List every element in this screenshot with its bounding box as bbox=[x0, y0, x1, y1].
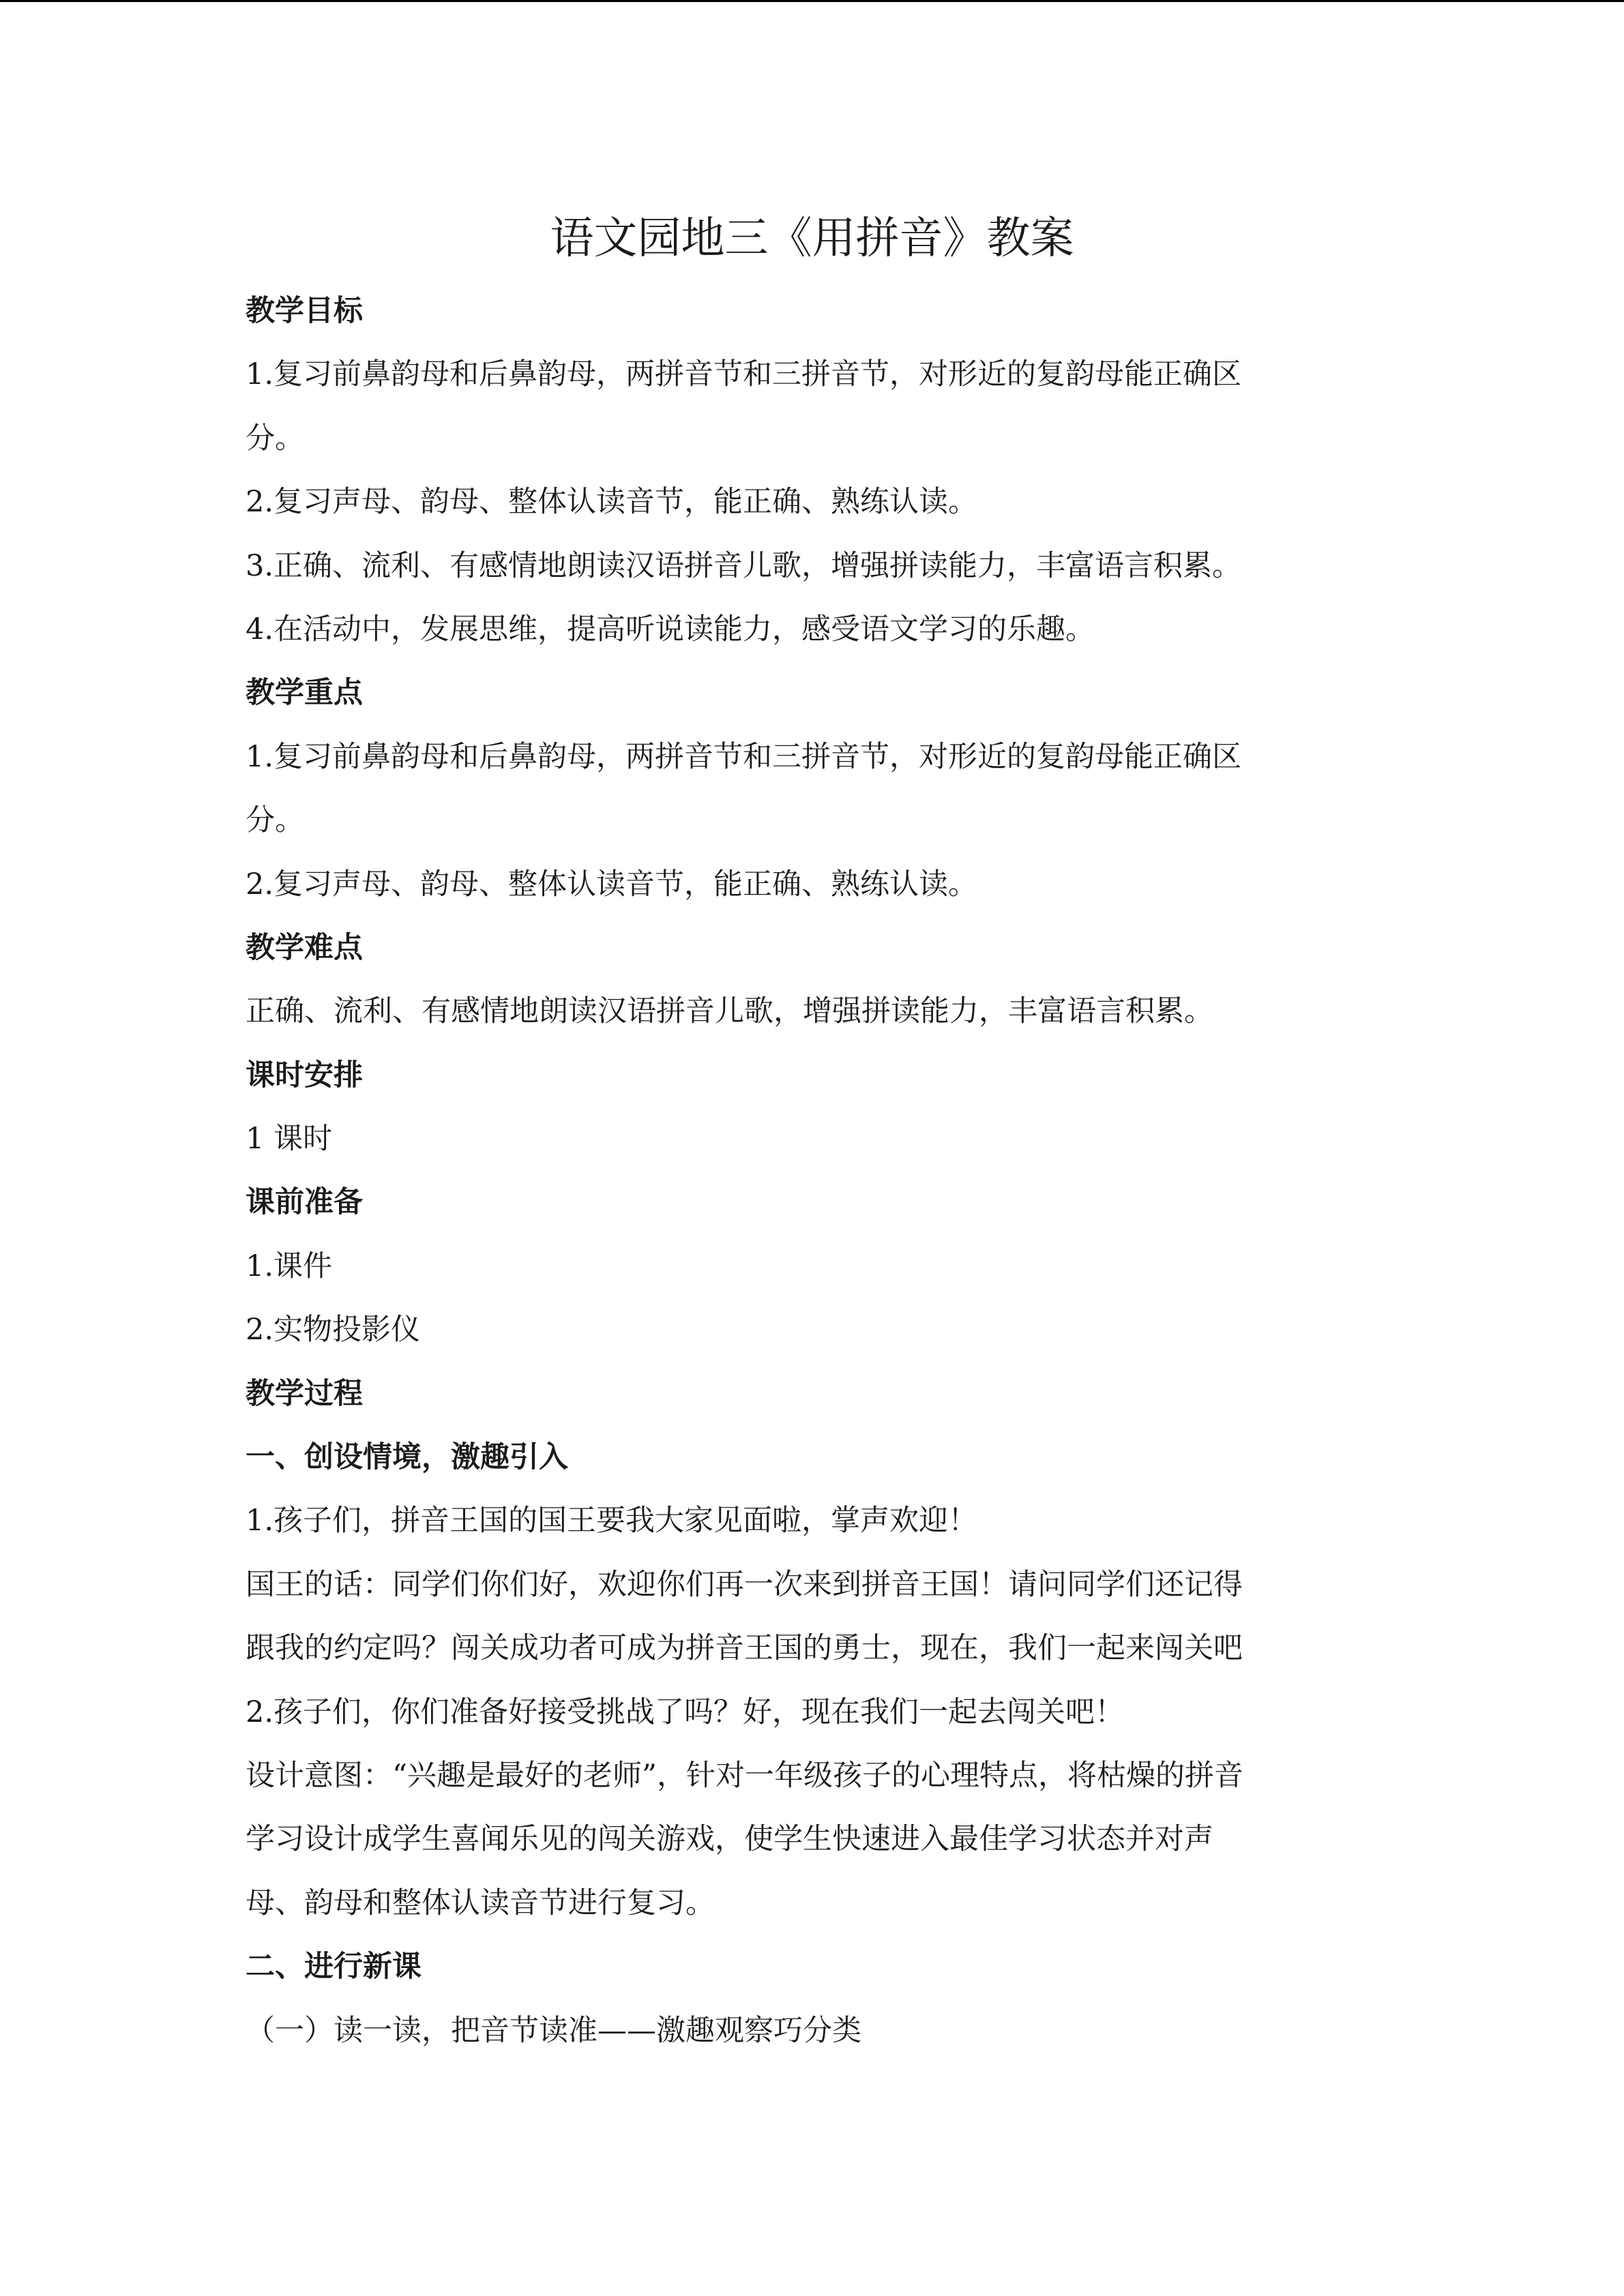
paragraph-line: 跟我的约定吗？闯关成功者可成为拼音王国的勇士，现在，我们一起来闯关吧 bbox=[246, 1631, 1243, 1666]
section-heading-process: 教学过程 bbox=[246, 1376, 363, 1411]
paragraph-line: 1.复习前鼻韵母和后鼻韵母，两拼音节和三拼音节，对形近的复韵母能正确区 bbox=[246, 357, 1242, 392]
paragraph-line: 1.孩子们，拼音王国的国王要我大家见面啦，掌声欢迎！ bbox=[246, 1504, 978, 1538]
document-title: 语文园地三《用拼音》教案 bbox=[550, 213, 1074, 264]
section-heading-difficulties: 教学难点 bbox=[246, 930, 363, 965]
paragraph-line: 分。 bbox=[246, 803, 304, 838]
paragraph-line: 正确、流利、有感情地朗读汉语拼音儿歌，增强拼读能力，丰富语言积累。 bbox=[246, 994, 1213, 1029]
subsection-heading-intro: 一、创设情境，激趣引入 bbox=[246, 1440, 568, 1475]
paragraph-line: 4.在活动中，发展思维，提高听说读能力，感受语文学习的乐趣。 bbox=[246, 612, 1095, 646]
section-heading-preparation: 课前准备 bbox=[246, 1185, 363, 1220]
paragraph-line: 2.复习声母、韵母、整体认读音节，能正确、熟练认读。 bbox=[246, 485, 978, 520]
section-heading-key-points: 教学重点 bbox=[246, 676, 363, 711]
top-border-line bbox=[0, 0, 1624, 2]
paragraph-line: 设计意图：“兴趣是最好的老师”，针对一年级孩子的心理特点，将枯燥的拼音 bbox=[246, 1758, 1243, 1793]
paragraph-line: 1.课件 bbox=[246, 1249, 333, 1283]
paragraph-line: 学习设计成学生喜闻乐见的闯关游戏，使学生快速进入最佳学习状态并对声 bbox=[246, 1822, 1213, 1857]
section-heading-schedule: 课时安排 bbox=[246, 1058, 363, 1092]
paragraph-line: 1 课时 bbox=[246, 1122, 333, 1157]
paragraph-line: 母、韵母和整体认读音节进行复习。 bbox=[246, 1885, 715, 1920]
document-body bbox=[246, 280, 1391, 2063]
paragraph-line: 3.正确、流利、有感情地朗读汉语拼音儿歌，增强拼读能力，丰富语言积累。 bbox=[246, 548, 1242, 583]
paragraph-line: 2.复习声母、韵母、整体认读音节，能正确、熟练认读。 bbox=[246, 867, 978, 901]
paragraph-line: 1.复习前鼻韵母和后鼻韵母，两拼音节和三拼音节，对形近的复韵母能正确区 bbox=[246, 739, 1242, 774]
paragraph-line: （一）读一读，把音节读准——激趣观察巧分类 bbox=[246, 2013, 861, 2048]
paragraph-line: 分。 bbox=[246, 421, 304, 456]
paragraph-line: 2.孩子们，你们准备好接受挑战了吗？好，现在我们一起去闯关吧！ bbox=[246, 1695, 1125, 1729]
section-heading-objectives: 教学目标 bbox=[246, 294, 363, 328]
subsection-heading-new-lesson: 二、进行新课 bbox=[246, 1950, 422, 1984]
paragraph-line: 国王的话：同学们你们好，欢迎你们再一次来到拼音王国！请问同学们还记得 bbox=[246, 1567, 1243, 1602]
paragraph-line: 2.实物投影仪 bbox=[246, 1313, 421, 1347]
